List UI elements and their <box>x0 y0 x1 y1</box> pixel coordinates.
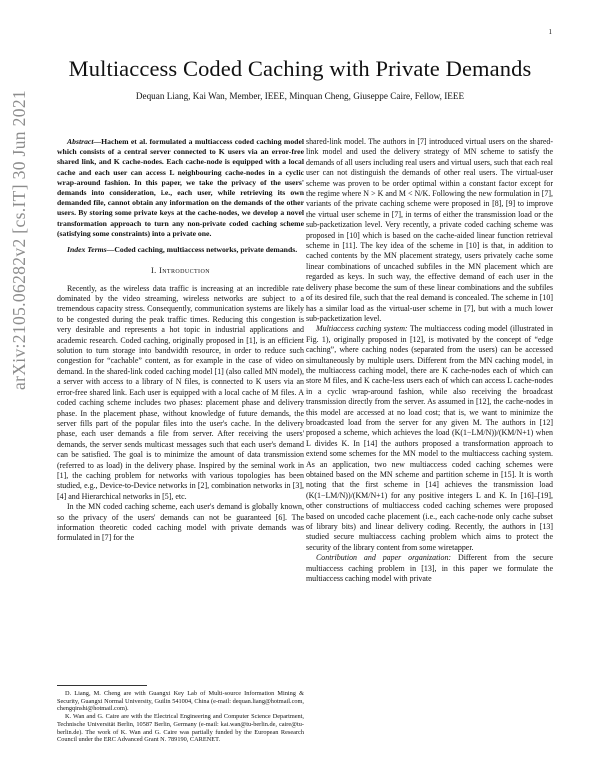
footnote: K. Wan and G. Caire are with the Electrical Engineering and Computer Science Department, Technische Universität Berlin, 10587 Berlin, Germany (e-mail: kai.wan@tu-berlin.de, caire@tu-berlin.de). The work of K. Wan and G. Caire was partially funded by the European Research Council under the ERC Advanced Grant N. 789190, CARENET. <box>57 713 304 744</box>
arxiv-stamp: arXiv:2105.06282v2 [cs.IT] 30 Jun 2021 <box>9 89 29 391</box>
section-heading: I. Introduction <box>151 266 210 276</box>
footnote-rule <box>57 685 147 686</box>
right-column <box>306 137 553 584</box>
body-paragraph <box>306 553 553 584</box>
paragraph-text: The multiaccess coding model (illustrated in Fig. 1), originally proposed in [12], is motivated by the concept of “edge caching”, where caching nodes (separated from the users) can be accessed simultaneously by multiple users. Different from the MN caching model, in the multiaccess caching model, there are K cache-nodes each of which can store M files, and K cache-less users each of which can access L cache-nodes in a cyclic wrap-around fashion, while also receiving the broadcast transmission directly from the server. As assumed in [12], the cache-nodes in this model are accessed at no load cost; that is, we want to minimize the broadcasted load from the server for any given M. The authors in [12] proposed a scheme, which achieves the load (K(1−LM/N))/(KM/N+1) when L divides K. In [14] the authors proposed a transformation approach to extend some schemes for the MN model to the multiaccess caching system. As an application, two new multiaccess coded caching schemes were obtained based on the MN scheme and partition scheme in [15]. It is worth noting that the first scheme in [14] achieves the transmission load (K(1−LM/N))/(KM/N+1) for any positive integers L and K. In [16]–[19], other constructions of multiaccess coded caching schemes were proposed based on uncoded cache placement (i.e., each cache-node only cache subset of library bits) and linear delivery coding. Recently, the authors in [13] studied secure multiaccess caching problem which aims to protect the security of the library content from some wiretapper. <box>306 324 554 552</box>
paragraph-text: Different from the secure multiaccess caching problem in [13], in this paper we formulate the multiaccess caching model with private <box>306 553 554 584</box>
paper-authors: Dequan Liang, Kai Wan, Member, IEEE, Minquan Cheng, Giuseppe Caire, Fellow, IEEE <box>135 91 465 101</box>
index-terms-label: Index Terms <box>67 245 107 255</box>
paragraph-heading: Multiaccess caching system: <box>316 324 408 334</box>
paper-title: Multiaccess Coded Caching with Private Demands <box>68 56 532 81</box>
footnotes <box>57 685 304 744</box>
abstract: Abstract—Hachem et al. formulated a multiaccess coded caching model which consists of a central server connected to K users via an error-free shared link, and K cache-nodes. Each cache-node is equipped with a local cache and each user can access L neighbouring cache-nodes in a cyclic wrap-around fashion. In this paper, we take the privacy of the users' demands into consideration, i.e., each user, while retrieving its own demanded file, cannot obtain any information on the demands of the other users. By storing some private keys at the cache-nodes, we develop a novel transformation approach to turn any non-private coded caching scheme (satisfying some constraints) into a private one. <box>57 137 304 238</box>
page-number: 1 <box>548 28 552 36</box>
body-paragraph: shared-link model. The authors in [7] introduced virtual users on the shared-link model and used the delivery strategy of MN scheme to satisfy the demands of all users including real users and virtual users, such that each real user can not distinguish the demands of other real users. The virtual-user scheme was proven to be order optimal within a constant factor except for the regime where N > K and M < N/K. Following the new formulation in [7], variants of the private caching scheme were proposed in [8], [9] to improve the virtual user scheme in [7], in terms of either the transmission load or the sub-packetization level. Very recently, a private coded caching scheme was proposed in [10] which is based on the cache-aided linear function retrieval scheme in [11]. The key idea of the scheme in [10] is that, in addition to cached contents by the MN placement strategy, users privately cache some linear combinations of uncached subfiles in the MN placement which are regarded as keys. In such way, the effective demand of each user in the delivery phase become the sum of these linear combinations and the subfiles of its desired file, such that the real demand is concealed. The scheme in [10] has a similar load as the virtual-user scheme in [7], but with a much lower sub-packetization level. <box>306 137 553 323</box>
abstract-text: Hachem et al. formulated a multiaccess coded caching model which consists of a central server connected to K users via an error-free shared link, and K cache-nodes. Each cache-node is equipped with a local cache and each user can access L neighbouring cache-nodes in a cyclic wrap-around fashion. In this paper, we take the privacy of the users' demands into consideration, i.e., each user, while retrieving its own demanded file, cannot obtain any information on the demands of the other users. By storing some private keys at the cache-nodes, we develop a novel transformation approach to turn any non-private coded caching scheme (satisfying some constraints) into a private one. <box>57 137 304 238</box>
left-column <box>57 137 304 544</box>
paragraph-heading: Contribution and paper organization: <box>316 553 452 563</box>
abstract-label: Abstract <box>67 137 94 146</box>
index-terms-text: Coded caching, multiaccess networks, private demands. <box>114 245 298 255</box>
body-paragraph <box>306 324 553 553</box>
footnote: D. Liang, M. Cheng are with Guangxi Key Lab of Multi-source Information Mining & Security, Guangxi Normal University, Guilin 541004, China (e-mail: dequan.liang@hotmail.com, chengqinshi@hotmail.com). <box>57 690 304 713</box>
index-terms: Index Terms—Coded caching, multiaccess networks, private demands. <box>67 245 298 255</box>
body-paragraph: In the MN coded caching scheme, each user's demand is globally known, so the privacy of the users' demands can not be guaranteed [6]. The information theoretic coded caching model with private demands was formulated in [7] for the <box>57 502 304 543</box>
body-paragraph: Recently, as the wireless data traffic is increasing at an incredible rate dominated by the video streaming, wireless networks are subject to a tremendous capacity stress. Consequently, communication systems are likely to be congested during the peak traffic times. Reducing this congestion is very desirable and represents a hot topic in industrial applications and academic research. Coded caching, originally proposed in [1], is an efficient solution to turn storage into bandwidth resource, in order to reduce such congestion for “cachable” content, as for example in the case of video on demand. In the shared-link coded caching model [1] (also called MN model), a server with access to a library of N files, is connected to K users via an error-free shared link. Each user is equipped with a local cache of M files. A coded caching scheme includes two phases: placement phase and delivery phase. In the placement phase, without knowledge of future demands, the server fills part of the popular files into the user's cache. In the delivery phase, each user demands a file from server. After receiving the users' demands, the server sends multicast messages such that each user's demand can be satisfied. The goal is to minimize the amount of data transmission (referred to as load) in the delivery phase. Inspired by the seminal work in [1], the caching problem for networks with various topologies has been studied, e.g., Device-to-Device networks in [2], combination networks in [3], [4] and Hierarchical networks in [5], etc. <box>57 283 304 501</box>
